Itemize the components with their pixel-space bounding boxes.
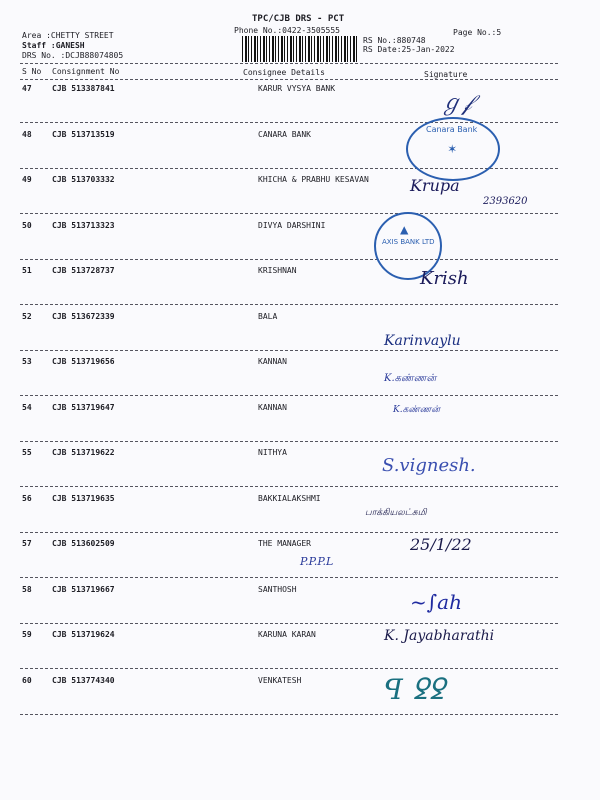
- page-number: Page No.:5: [453, 28, 502, 37]
- row-divider: [20, 350, 558, 351]
- signature-row-55: S.vignesh.: [382, 455, 476, 476]
- row-divider: [20, 304, 558, 305]
- row-consignee-name: SANTHOSH: [258, 585, 297, 594]
- row-consignee-name: DIVYA DARSHINI: [258, 221, 326, 230]
- row-consignment-number: CJB 513713323: [52, 221, 115, 230]
- rs-number: RS No.:880748: [363, 36, 426, 45]
- column-header-consignment: Consignment No: [52, 67, 120, 76]
- row-divider: [20, 577, 558, 578]
- row-consignment-number: CJB 513719656: [52, 357, 115, 366]
- row-consignment-number: CJB 513672339: [52, 312, 115, 321]
- row-divider: [20, 623, 558, 624]
- row-divider: [20, 213, 558, 214]
- row-consignment-number: CJB 513387841: [52, 84, 115, 93]
- row-consignee-name: CANARA BANK: [258, 130, 311, 139]
- row-divider: [20, 395, 558, 396]
- row-divider: [20, 486, 558, 487]
- row-serial-number: 57: [22, 539, 32, 548]
- row-consignment-number: CJB 513719624: [52, 630, 115, 639]
- row-consignment-number: CJB 513719635: [52, 494, 115, 503]
- row-consignee-name: NITHYA: [258, 448, 287, 457]
- signature-row-57: 25/1/22: [410, 535, 472, 554]
- canara-logo-icon: ✶: [448, 141, 457, 157]
- row-serial-number: 59: [22, 630, 32, 639]
- row-consignee-name: KANNAN: [258, 357, 287, 366]
- rs-date: RS Date:25-Jan-2022: [363, 45, 455, 54]
- row-serial-number: 54: [22, 403, 32, 412]
- row-consignee-name: KARUNA KARAN: [258, 630, 316, 639]
- row-serial-number: 56: [22, 494, 32, 503]
- signature-row-60: ꟼ ꝿꝿ: [384, 673, 445, 706]
- canara-bank-stamp: [406, 117, 500, 181]
- row-consignee-name: BAKKIALAKSHMI: [258, 494, 321, 503]
- signature-row-56: பாக்கியலட்சுமி: [365, 508, 427, 518]
- row-divider: [20, 259, 558, 260]
- signature-row-58: ~∫ah: [410, 590, 462, 614]
- barcode-image: [242, 36, 358, 62]
- row-divider: [20, 441, 558, 442]
- row-consignee-name: KRISHNAN: [258, 266, 297, 275]
- row-divider: [20, 532, 558, 533]
- axis-logo-icon: ▲: [400, 222, 409, 238]
- staff-field: Staff :GANESH: [22, 41, 85, 50]
- row-consignment-number: CJB 513728737: [52, 266, 115, 275]
- phone-number: Phone No.:0422-3505555: [234, 26, 340, 35]
- row-consignee-name: VENKATESH: [258, 676, 302, 685]
- signature-row-47: ℊ𝒻: [440, 91, 472, 116]
- column-header-divider: [20, 79, 558, 80]
- row-serial-number: 49: [22, 175, 32, 184]
- row-serial-number: 50: [22, 221, 32, 230]
- column-header-consignee: Consignee Details: [243, 68, 325, 77]
- drs-number: DRS No. :DCJB88074805: [22, 51, 124, 60]
- row-serial-number: 53: [22, 357, 32, 366]
- signature-row-54: K.கண்ணன்: [393, 405, 440, 415]
- signature-row-51: Krish: [420, 268, 469, 289]
- row-serial-number: 51: [22, 266, 32, 275]
- signature-row-49-number: 2393620: [483, 196, 528, 207]
- row-serial-number: 58: [22, 585, 32, 594]
- signature-row-53: K.கண்ணன்: [384, 373, 437, 384]
- signature-row-59: K. Jayabharathi: [384, 628, 495, 644]
- row-consignment-number: CJB 513719622: [52, 448, 115, 457]
- area-field: Area :CHETTY STREET: [22, 31, 114, 40]
- signature-row-57-ppp: P.P.P.L: [300, 555, 334, 568]
- column-header-sno: S No: [22, 67, 42, 76]
- signature-row-49: Krupa: [410, 176, 460, 195]
- canara-stamp-text: Canara Bank: [426, 125, 478, 134]
- row-consignee-name: THE MANAGER: [258, 539, 311, 548]
- row-consignee-name: BALA: [258, 312, 278, 321]
- row-serial-number: 52: [22, 312, 32, 321]
- row-consignment-number: CJB 513602509: [52, 539, 115, 548]
- row-serial-number: 60: [22, 676, 32, 685]
- row-consignee-name: KHICHA & PRABHU KESAVAN: [258, 175, 369, 184]
- row-serial-number: 47: [22, 84, 32, 93]
- row-divider: [20, 714, 558, 715]
- signature-row-52: Karinvaylu: [384, 333, 461, 349]
- row-consignment-number: CJB 513719647: [52, 403, 115, 412]
- row-serial-number: 55: [22, 448, 32, 457]
- row-serial-number: 48: [22, 130, 32, 139]
- row-consignment-number: CJB 513703332: [52, 175, 115, 184]
- row-consignee-name: KANNAN: [258, 403, 287, 412]
- header-divider: [20, 63, 558, 64]
- row-consignee-name: KARUR VYSYA BANK: [258, 84, 336, 93]
- row-consignment-number: CJB 513713519: [52, 130, 115, 139]
- report-title: TPC/CJB DRS - PCT: [252, 14, 345, 24]
- column-header-signature: Signature: [424, 70, 468, 79]
- row-consignment-number: CJB 513774340: [52, 676, 115, 685]
- row-divider: [20, 668, 558, 669]
- axis-stamp-text: AXIS BANK LTD: [382, 238, 435, 246]
- row-consignment-number: CJB 513719667: [52, 585, 115, 594]
